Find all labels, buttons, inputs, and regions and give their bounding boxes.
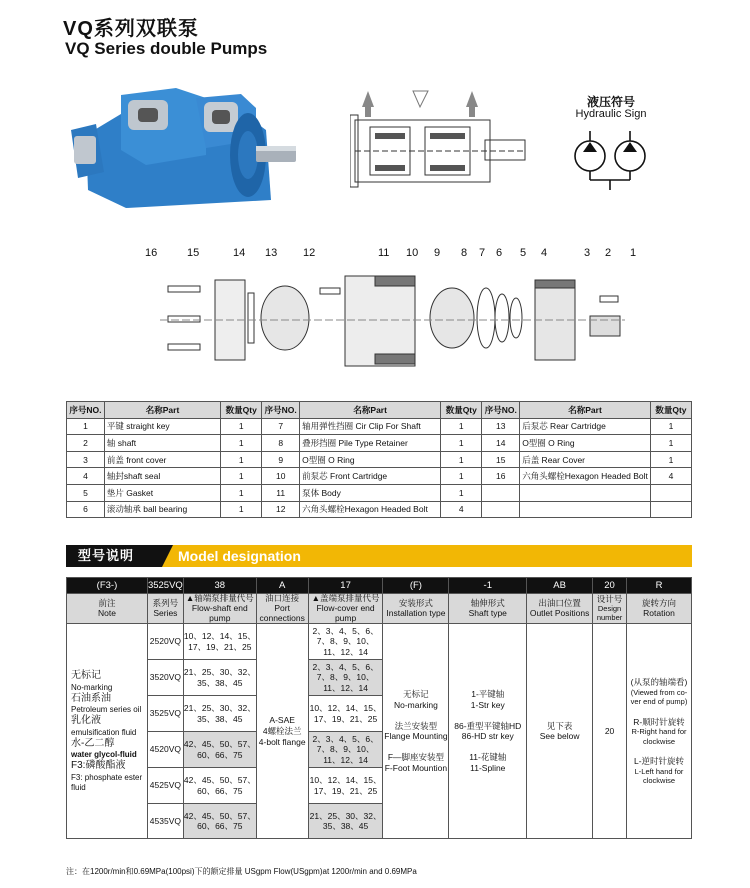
part-number-label: 8 (461, 247, 468, 259)
part-number-label: 11 (378, 247, 390, 259)
part-qty: 1 (650, 418, 691, 435)
table-row (67, 468, 692, 485)
rotation-cell-line: R-Right hand for clockwise (631, 727, 687, 746)
part-no: 13 (482, 418, 520, 435)
part-qty: 1 (650, 451, 691, 468)
outlet-cell-line: 见下表 (546, 720, 573, 731)
part-no (482, 484, 520, 501)
hydraulic-sign-cn: 液压符号 (586, 95, 635, 109)
shaft-flow-cell: 21、25、30、32、35、38、45 (183, 696, 256, 732)
header-en: Installation type (386, 607, 446, 618)
header-cn: ▲轴端泵排量代号 (185, 593, 254, 603)
cover-flow-cell: 10、12、14、15、17、19、21、25 (308, 696, 383, 732)
header-en: Port connections (259, 602, 305, 623)
part-number-label: 14 (233, 247, 246, 259)
cover-flow-cell: 2、3、4、5、6、7、8、9、10、11、12、14 (308, 660, 383, 696)
part-number-label: 16 (145, 247, 158, 259)
parts-header-row (67, 402, 692, 419)
part-number-label: 1 (630, 247, 637, 259)
cover-flow-cell: 2、3、4、5、6、7、8、9、10、11、12、14 (308, 624, 383, 660)
part-qty: 1 (221, 418, 262, 435)
part-no: 4 (67, 468, 105, 485)
hydraulic-sign-en: Hydraulic Sign (575, 108, 647, 120)
part-no: 7 (262, 418, 300, 435)
cover-flow-cell: 10、12、14、15、17、19、21、25 (308, 768, 383, 804)
part-qty: 4 (650, 468, 691, 485)
note-line: 乳化液 (71, 715, 101, 727)
code-cell: (F) (383, 578, 449, 594)
header-cell (308, 594, 383, 624)
part-qty (650, 484, 691, 501)
part-no (482, 501, 520, 518)
install-cell-line: Flange Mounting (384, 731, 448, 742)
header-cn: 系列号 (152, 597, 179, 608)
model-designation-banner (66, 545, 692, 567)
shaft-type-cell-line: 1-Str key (470, 700, 505, 711)
header-cn: 轴伸形式 (470, 597, 505, 608)
part-name: 轴 shaft (104, 435, 220, 452)
part-no: 14 (482, 435, 520, 452)
header-part: 名称Part (104, 402, 220, 419)
header-qty: 数量Qty (221, 402, 262, 419)
note-line: No-marking (71, 682, 113, 692)
rotation-cell-line: L-逆时针旋转 (633, 755, 685, 766)
note-line: 石油系油 (71, 692, 111, 704)
model-row (67, 624, 692, 660)
part-no: 9 (262, 451, 300, 468)
part-qty: 1 (221, 468, 262, 485)
part-number-label: 12 (303, 247, 316, 259)
code-cell: 3525VQ (147, 578, 183, 594)
part-no: 6 (67, 501, 105, 518)
series-cell: 3520VQ (147, 660, 183, 696)
header-no: 序号NO. (482, 402, 520, 419)
shaft-type-cell-line: 1-平键轴 (471, 689, 505, 700)
outlet-cell (527, 624, 593, 839)
design-cell: 20 (593, 624, 627, 839)
part-qty: 1 (441, 484, 482, 501)
code-cell: 38 (183, 578, 256, 594)
banner-title-cn: 型号说明 (66, 545, 162, 567)
code-cell: -1 (449, 578, 527, 594)
part-qty: 1 (441, 435, 482, 452)
part-qty: 1 (221, 501, 262, 518)
part-number-label: 6 (496, 247, 503, 259)
footnote: 注：在1200r/min和0.69MPa(100psi)下的额定排量 USgpm Flow(USgpm)at 1200r/min and 0.69MPa (66, 867, 417, 876)
model-table (66, 577, 692, 839)
header-cell (527, 594, 593, 624)
note-line: water glycol-fluid (71, 750, 137, 760)
header-en: Outlet Positions (529, 607, 590, 618)
header-no: 序号NO. (262, 402, 300, 419)
part-name: 后泵芯 Rear Cartridge (520, 418, 651, 435)
part-number-label: 13 (265, 247, 278, 259)
part-name: 叠形挡圈 Pile Type Retainer (300, 435, 441, 452)
header-en: Design number (596, 603, 623, 622)
port-cell (256, 624, 308, 839)
part-number-label: 15 (187, 247, 200, 259)
series-cell: 4520VQ (147, 732, 183, 768)
banner-title-en: Model designation (178, 548, 301, 564)
cover-flow-cell: 2、3、4、5、6、7、8、9、10、11、12、14 (308, 732, 383, 768)
part-qty: 1 (221, 435, 262, 452)
code-cell: R (627, 578, 692, 594)
rotation-cell-line: R-顺时针旋转 (633, 716, 685, 727)
page-title-cn: VQ系列双联泵 (63, 18, 199, 40)
part-number-label: 7 (479, 247, 486, 259)
header-cn: 前注 (98, 597, 116, 608)
part-name: 六角头螺栓Hexagon Headed Bolt (520, 468, 651, 485)
part-qty (650, 501, 691, 518)
install-cell (383, 624, 449, 839)
port-a: A-SAE (269, 715, 295, 726)
part-name: 轴封shaft seal (104, 468, 220, 485)
part-qty: 1 (221, 451, 262, 468)
header-part: 名称Part (300, 402, 441, 419)
outlet-cell-line: See below (539, 731, 580, 742)
shaft-type-cell-line: 11-花键轴 (469, 751, 507, 762)
part-no: 11 (262, 484, 300, 501)
series-cell: 4535VQ (147, 804, 183, 839)
header-cn: ▲盖端泵排量代号 (311, 593, 380, 603)
header-cell (183, 594, 256, 624)
header-en: Flow-shaft end pump (191, 602, 248, 623)
part-number-label: 4 (541, 247, 548, 259)
code-cell: (F3-) (67, 578, 148, 594)
note-line: F3: phosphate ester fluid (71, 772, 143, 792)
page-title-en: VQ Series double Pumps (65, 39, 268, 58)
shaft-flow-cell: 42、45、50、57、60、66、75 (183, 732, 256, 768)
install-cell-line: 无标记 (403, 689, 429, 700)
rotation-cell-line: (从泵的轴端看) (630, 677, 688, 688)
part-no: 16 (482, 468, 520, 485)
shaft-type-cell-line: 11-Spline (470, 762, 506, 773)
note-line: emulsification fluid (71, 727, 137, 737)
rotation-cell-line: (Viewed from co-ver end of pump) (630, 687, 688, 707)
header-cn: 出油口位置 (538, 597, 581, 608)
header-en: Shaft type (468, 607, 507, 618)
cover-flow-cell: 21、25、30、32、35、38、45 (308, 804, 383, 839)
port-b: 4螺栓法兰 (262, 725, 302, 736)
install-cell-line: F-Foot Mountion (384, 762, 448, 773)
install-cell-line: F—脚座安装型 (387, 751, 445, 762)
part-name: 平键 straight key (104, 418, 220, 435)
part-name: 六角头螺栓Hexagon Headed Bolt (300, 501, 441, 518)
part-name: 滚动轴承 ball bearing (104, 501, 220, 518)
series-cell: 2520VQ (147, 624, 183, 660)
part-number-label: 2 (605, 247, 612, 259)
header-cn: 安装形式 (398, 597, 433, 608)
part-name (520, 484, 651, 501)
header-en: Series (153, 607, 178, 618)
port-c: 4-bolt flange (258, 736, 306, 747)
part-no: 1 (67, 418, 105, 435)
install-cell-line: No-marking (393, 700, 438, 711)
note-cell (67, 624, 148, 839)
pump-photo (66, 80, 316, 210)
header-no: 序号NO. (67, 402, 105, 419)
rotation-cell-line: L-Left hand for clockwise (634, 766, 684, 785)
shaft-flow-cell: 10、12、14、15、17、19、21、25 (183, 624, 256, 660)
part-no: 5 (67, 484, 105, 501)
part-no: 2 (67, 435, 105, 452)
header-qty: 数量Qty (650, 402, 691, 419)
shaft-type-cell-line: 86-重型平键轴HD (454, 720, 522, 731)
header-qty: 数量Qty (441, 402, 482, 419)
shaft-flow-cell: 42、45、50、57、60、66、75 (183, 768, 256, 804)
table-row (67, 501, 692, 518)
part-qty: 1 (650, 435, 691, 452)
part-qty: 1 (441, 468, 482, 485)
cross-section-drawing (350, 85, 535, 200)
note-line: Petroleum series oil (71, 705, 142, 715)
part-no: 3 (67, 451, 105, 468)
part-number-label: 5 (520, 247, 527, 259)
table-row (67, 435, 692, 452)
header-cn: 设计号 (596, 594, 623, 605)
series-cell: 4525VQ (147, 768, 183, 804)
header-cell (147, 594, 183, 624)
part-no: 15 (482, 451, 520, 468)
header-cell (383, 594, 449, 624)
part-number-label: 9 (434, 247, 441, 259)
install-cell-line: 法兰安装型 (394, 720, 438, 731)
part-name: O型圈 O Ring (520, 435, 651, 452)
header-cell (627, 594, 692, 624)
header-en: Rotation (643, 607, 675, 618)
header-part: 名称Part (520, 402, 651, 419)
shaft-type-cell (449, 624, 527, 839)
model-code-row (67, 578, 692, 594)
model-header-row (67, 594, 692, 624)
part-name: 前盖 front cover (104, 451, 220, 468)
header-cn: 旋转方向 (642, 597, 677, 608)
header-cn: 油口连接 (265, 593, 300, 603)
code-cell: 17 (308, 578, 383, 594)
part-qty: 1 (441, 418, 482, 435)
part-no: 12 (262, 501, 300, 518)
series-cell: 3525VQ (147, 696, 183, 732)
parts-table (66, 401, 692, 518)
header-cell (256, 594, 308, 624)
table-row (67, 451, 692, 468)
note-line: F3:磷酸酯液 (71, 760, 126, 772)
part-name: 后盖 Rear Cover (520, 451, 651, 468)
note-line: 无标记 (71, 670, 101, 682)
code-cell: 20 (593, 578, 627, 594)
part-no: 8 (262, 435, 300, 452)
shaft-flow-cell: 21、25、30、32、35、38、45 (183, 660, 256, 696)
part-no: 10 (262, 468, 300, 485)
part-name (520, 501, 651, 518)
header-cell (67, 594, 148, 624)
part-qty: 1 (221, 484, 262, 501)
part-name: 轴用弹性挡圈 Cir Clip For Shaft (300, 418, 441, 435)
table-row (67, 418, 692, 435)
code-cell: A (256, 578, 308, 594)
header-cell (449, 594, 527, 624)
part-number-label: 3 (584, 247, 591, 259)
code-cell: AB (527, 578, 593, 594)
rotation-cell (627, 624, 692, 839)
header-cell (593, 594, 627, 624)
shaft-type-cell-line: 86-HD str key (461, 731, 514, 742)
part-qty: 4 (441, 501, 482, 518)
shaft-flow-cell: 42、45、50、57、60、66、75 (183, 804, 256, 839)
hydraulic-symbol (568, 128, 653, 193)
header-en: Flow-cover end pump (316, 602, 375, 623)
exploded-view-drawing (160, 258, 630, 368)
part-name: O型圈 O Ring (300, 451, 441, 468)
part-name: 泵体 Body (300, 484, 441, 501)
header-en: Note (97, 607, 116, 618)
part-qty: 1 (441, 451, 482, 468)
part-number-label: 10 (406, 247, 419, 259)
table-row (67, 484, 692, 501)
note-line: 水-乙二醇 (71, 737, 115, 749)
part-name: 垫片 Gasket (104, 484, 220, 501)
part-name: 前泵芯 Front Cartridge (300, 468, 441, 485)
